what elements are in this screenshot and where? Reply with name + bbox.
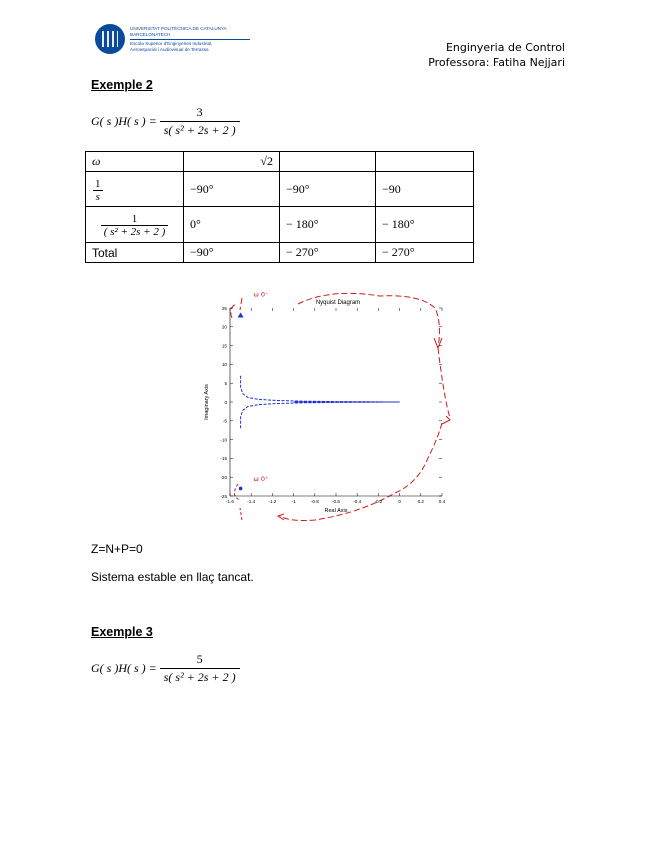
y-tick-label: 20	[221, 324, 227, 330]
table-cell: −90°	[280, 172, 376, 207]
x-tick-label: -0.8	[310, 499, 319, 504]
formula-numerator: 3	[196, 105, 203, 119]
x-axis-label: Real Axis	[324, 508, 348, 514]
example2-title: Exemple 2	[91, 78, 153, 92]
contour-annotation: ω 0⁺	[253, 474, 269, 483]
omega-header: ω	[86, 152, 184, 172]
nyquist-branch	[241, 376, 400, 402]
example2-formula	[91, 105, 240, 138]
row1-label: $\frac{1}{s}$	[86, 172, 184, 207]
x-tick-label: 0.4	[438, 499, 446, 504]
table-row	[86, 172, 474, 207]
x-tick-label: -0.6	[332, 499, 340, 504]
example3-formula	[91, 652, 240, 685]
phase-table	[85, 151, 474, 263]
x-tick-label: 0	[398, 499, 401, 504]
row2-label: $\frac{1}{\text{( s² + 2s + 2 )}}$	[86, 207, 184, 243]
professor-name: Professora: Fatiha Nejjari	[428, 56, 565, 69]
table-cell: −90°	[184, 243, 280, 263]
x-tick-label: 0.2	[417, 499, 424, 504]
y-tick-label: 15	[221, 343, 227, 349]
stability-conclusion: Sistema estable en llaç tancat.	[91, 570, 254, 584]
table-cell: − 180°	[376, 207, 474, 243]
upc-logo-icon	[95, 24, 125, 54]
y-tick-label: -25	[220, 493, 227, 499]
university-logo	[95, 24, 250, 54]
x-tick-label: -1.4	[247, 499, 256, 504]
table-row	[86, 207, 474, 243]
y-tick-label: 10	[221, 362, 227, 368]
logo-line-4: Aeroespacial i Audiovisual de Terrassa	[130, 46, 209, 52]
contour-top-arc	[231, 290, 450, 520]
y-tick-label: -10	[220, 437, 227, 443]
table-cell: 0°	[184, 207, 280, 243]
plot-traces	[238, 291, 400, 491]
course-title: Enginyeria de Control	[445, 41, 565, 54]
contour-annotation: ω 0⁻	[253, 290, 269, 299]
nyquist-branch	[241, 402, 400, 428]
contour-arrow	[278, 338, 450, 520]
y-tick-label: -5	[222, 418, 227, 424]
total-label: Total	[86, 243, 184, 263]
y-tick-label: -20	[220, 475, 227, 480]
nyquist-chart	[180, 288, 460, 528]
formula-denominator: s( s² + 2s + 2 )	[160, 121, 240, 138]
table-row	[86, 243, 474, 263]
logo-line-3: Escola Superior d'Enginyeries Industrial,	[130, 40, 213, 46]
y-tick-label: 5	[224, 381, 227, 386]
x-tick-label: -1	[291, 499, 296, 504]
formula-denominator: s( s² + 2s + 2 )	[160, 668, 240, 685]
direction-marker	[239, 487, 243, 491]
formula-fraction	[160, 652, 240, 685]
y-axis-label: Imaginary Axis	[204, 384, 210, 420]
y-tick-label: -15	[220, 456, 227, 462]
x-tick-label: -0.4	[353, 499, 362, 504]
table-cell: − 270°	[280, 243, 376, 263]
sqrt2-header: √2	[184, 152, 280, 172]
x-tick-label: -1.6	[226, 499, 234, 504]
table-cell: − 270°	[376, 243, 474, 263]
logo-line-2: BARCELONATECH	[130, 31, 171, 37]
table-cell: −90°	[184, 172, 280, 207]
x-tick-label: -1.2	[268, 499, 277, 504]
table-cell: − 180°	[280, 207, 376, 243]
logo-text	[130, 26, 250, 53]
handdrawn-contour	[231, 290, 450, 520]
table-cell: −90	[376, 172, 474, 207]
formula-numerator: 5	[196, 652, 203, 666]
example3-title: Exemple 3	[91, 625, 153, 639]
x-tick-label: -0.2	[374, 499, 383, 504]
nyquist-criterion: Z=N+P=0	[91, 542, 143, 556]
table-row	[86, 152, 474, 172]
formula-lhs: G( s )H( s ) =	[91, 661, 157, 675]
page-header	[428, 40, 565, 70]
y-tick-label: 25	[221, 305, 227, 311]
logo-line-1: UNIVERSITAT POLITÈCNICA DE CATALUNYA	[130, 25, 227, 31]
formula-fraction	[160, 105, 240, 138]
direction-marker	[238, 313, 244, 318]
chart-title: Nyquist Diagram	[315, 300, 361, 306]
formula-lhs: G( s )H( s ) =	[91, 114, 157, 128]
y-tick-label: 0	[224, 399, 227, 405]
